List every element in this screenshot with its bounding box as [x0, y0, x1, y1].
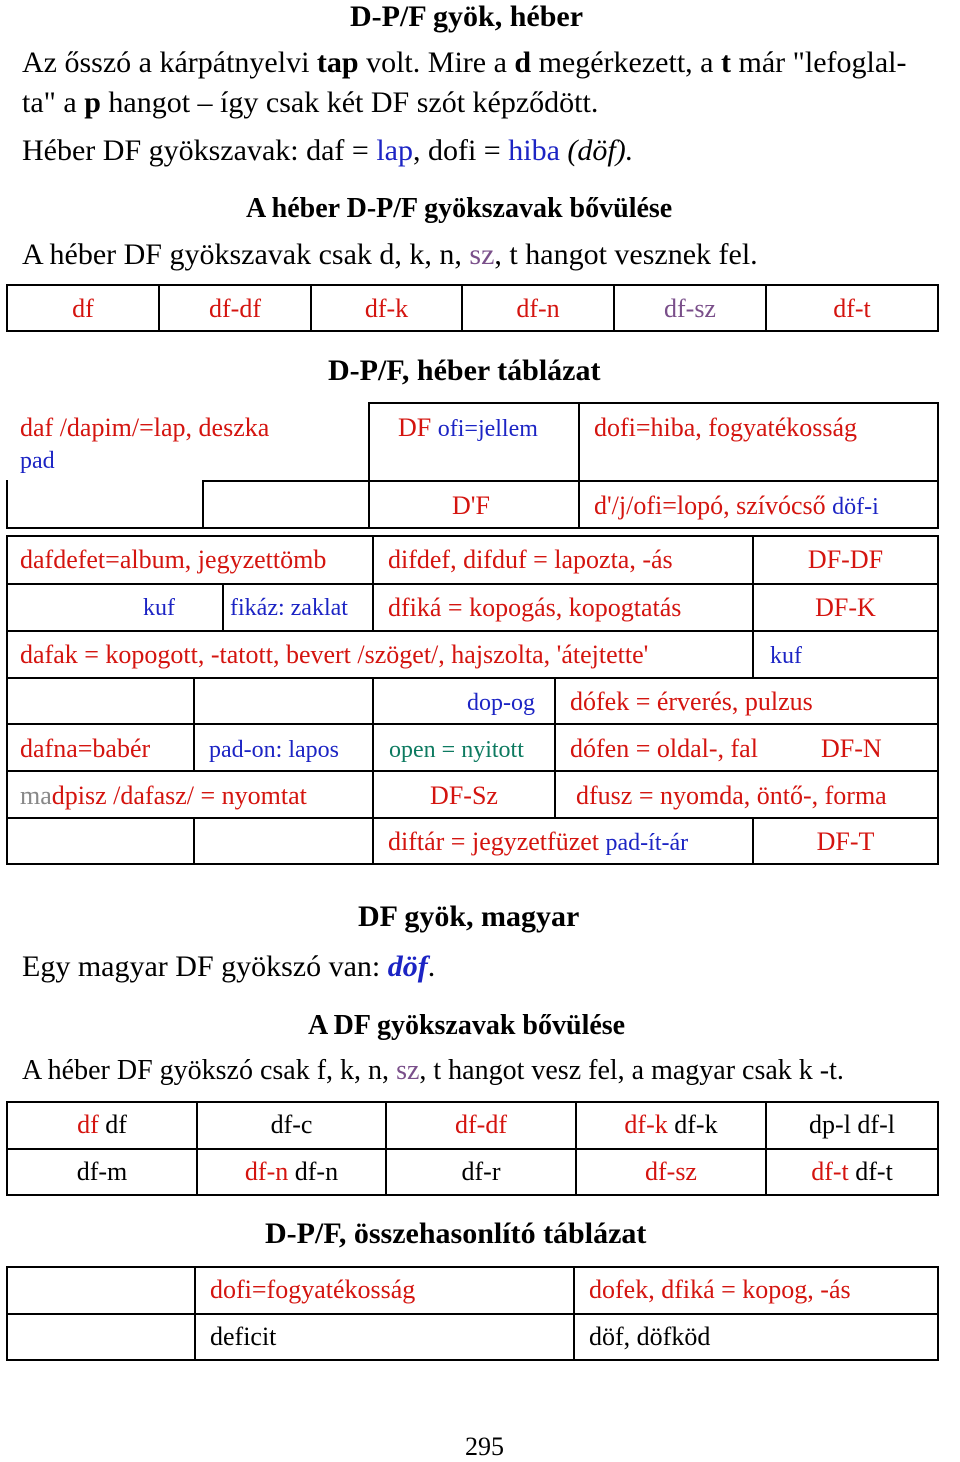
section-title-df-expansion: A DF gyökszavak bővülése	[308, 1010, 626, 1041]
cell-dafak: dafak = kopogott, -tatott, bevert /szöget/, hajszolta, 'átejtette'	[20, 640, 649, 669]
root-cell: df-k	[364, 294, 409, 323]
section-title-expansion: A héber D-P/F gyökszavak bővülése	[246, 193, 673, 224]
cell-dpisz: madpisz /dafasz/ = nyomtat	[20, 781, 307, 810]
grid-cell: df-k df-k	[624, 1110, 718, 1139]
cell-dopog: dop-og	[467, 690, 535, 716]
cell-dofen: dófen = oldal-, fal	[570, 734, 758, 763]
root-cell: df-sz	[664, 294, 716, 323]
df-expansion-note: A héber DF gyökszó csak f, k, n, sz, t hangot vesz fel, a magyar csak k -t.	[22, 1055, 844, 1086]
cell-open: open = nyitott	[389, 737, 524, 763]
cell-padon: pad-on: lapos	[209, 737, 339, 763]
intro-paragraph-line1: Az ősszó a kárpátnyelvi tap volt. Mire a d megérkezett, a t már "lefoglal-	[22, 46, 907, 79]
root-cell: df-n	[516, 294, 560, 323]
hebrew-roots-line: Héber DF gyökszavak: daf = lap, dofi = hiba (döf).	[22, 134, 634, 167]
grid-cell: df-r	[461, 1157, 501, 1186]
cell-dfusz: dfusz = nyomda, öntő-, forma	[576, 781, 887, 810]
grid-cell: df-c	[270, 1110, 313, 1139]
grid-cell: df-sz	[645, 1157, 697, 1186]
cell-DFSz: DF-Sz	[430, 781, 498, 810]
cell-DFDF: DF-DF	[807, 545, 884, 574]
cell-DFT: DF-T	[816, 827, 875, 856]
cell-dof: döf, döfköd	[589, 1322, 711, 1351]
cell-DpF: D'F	[452, 491, 490, 520]
root-cell: df-df	[209, 294, 261, 323]
cell-dofek-hu: dofek, dfiká = kopog, -ás	[589, 1275, 851, 1304]
cell-kuf: kuf	[143, 595, 175, 621]
page-number: 295	[465, 1432, 504, 1461]
page-title: D-P/F gyök, héber	[350, 0, 584, 33]
root-cell: df-t	[833, 294, 871, 323]
grid-cell: df df	[77, 1110, 127, 1139]
hungarian-root-line: Egy magyar DF gyökszó van: döf.	[22, 950, 436, 983]
cell-deficit: deficit	[210, 1322, 277, 1351]
cell-dafdefet: dafdefet=album, jegyzettömb	[20, 545, 327, 574]
intro-paragraph-line2: ta" a p hangot – így csak két DF szót képződött.	[22, 86, 599, 119]
cell-DFK: DF-K	[815, 593, 876, 622]
grid-cell: df-n df-n	[244, 1157, 339, 1186]
cell-kuf2: kuf	[770, 643, 802, 669]
cell-dafna: dafna=babér	[20, 734, 151, 763]
section-title-hungarian: DF gyök, magyar	[358, 900, 580, 933]
cell-daf: daf /dapim/=lap, deszka	[20, 413, 270, 442]
grid-cell: dp-l df-l	[809, 1110, 895, 1139]
cell-dfika: dfiká = kopogás, kopogtatás	[388, 593, 682, 622]
cell-fikaz: fikáz: zaklat	[230, 595, 348, 621]
cell-DF: DF ofi=jellem	[398, 413, 538, 442]
grid-cell: df-t df-t	[811, 1157, 893, 1186]
cell-dofi-hu: dofi=fogyatékosság	[210, 1275, 416, 1304]
cell-dofi: dofi=hiba, fogyatékosság	[594, 413, 858, 442]
cell-diftar: diftár = jegyzetfüzet pad-ít-ár	[388, 827, 689, 856]
cell-lopo: d'/j/ofi=lopó, szívócső döf-i	[594, 491, 879, 520]
grid-cell: df-df	[455, 1110, 507, 1139]
section-title-hebrew-table: D-P/F, héber táblázat	[328, 354, 601, 387]
expansion-note: A héber DF gyökszavak csak d, k, n, sz, t hangot vesznek fel.	[22, 238, 758, 271]
grid-cell: df-m	[76, 1157, 128, 1186]
cell-dofek: dófek = érverés, pulzus	[570, 687, 813, 716]
cell-pad: pad	[20, 448, 55, 474]
cell-difdef: difdef, difduf = lapozta, -ás	[388, 545, 673, 574]
section-title-comparison: D-P/F, összehasonlító táblázat	[265, 1217, 647, 1250]
root-cell: df	[72, 294, 94, 323]
cell-DFN: DF-N	[821, 734, 882, 763]
